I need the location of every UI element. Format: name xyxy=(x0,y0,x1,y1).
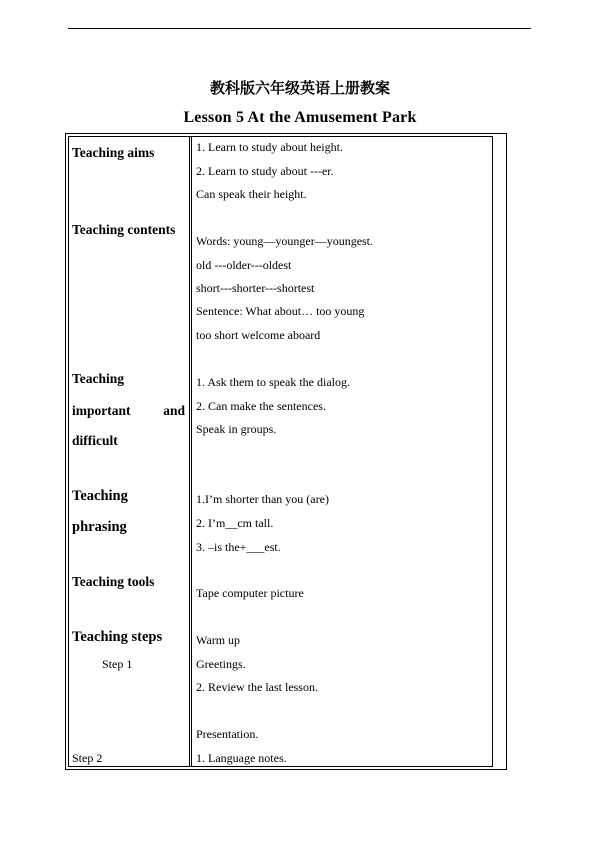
label-step-1: Step 1 xyxy=(102,657,133,671)
phrasing-line-1: 1.I’m shorter than you (are) xyxy=(196,492,329,506)
lesson-title: Lesson 5 At the Amusement Park xyxy=(183,109,417,126)
label-teaching-important-line1: Teaching xyxy=(72,371,125,386)
label-important-word: important xyxy=(72,403,131,418)
label-teaching-contents: Teaching contents xyxy=(72,222,176,237)
tools-line: Tape computer picture xyxy=(196,586,304,600)
contents-line-3: short---shorter---shortest xyxy=(196,281,315,295)
steps-line-3: 2. Review the last lesson. xyxy=(196,680,318,694)
aims-line-2: 2. Learn to study about ---er. xyxy=(196,164,334,178)
label-teaching-aims: Teaching aims xyxy=(72,145,155,160)
column-divider xyxy=(189,136,190,767)
aims-line-1: 1. Learn to study about height. xyxy=(196,140,343,154)
label-teaching-steps: Teaching steps xyxy=(72,629,163,645)
header-rule xyxy=(68,28,531,29)
label-step-2: Step 2 xyxy=(72,751,103,765)
important-line-2: 2. Can make the sentences. xyxy=(196,399,326,413)
contents-line-4: Sentence: What about… too young xyxy=(196,304,365,318)
aims-line-3: Can speak their height. xyxy=(196,187,307,201)
label-teaching-phrasing-line2: phrasing xyxy=(72,519,127,535)
label-teaching-important-line3: difficult xyxy=(72,433,118,448)
label-teaching-tools: Teaching tools xyxy=(72,574,155,589)
column-divider-double xyxy=(191,136,192,767)
steps-line-2: Greetings. xyxy=(196,657,246,671)
label-teaching-important-line2 xyxy=(72,403,185,419)
steps-line-1: Warm up xyxy=(196,633,241,647)
important-line-3: Speak in groups. xyxy=(196,422,277,436)
contents-line-1: Words: young—younger—youngest. xyxy=(196,234,374,248)
document-title-chinese: 教科版六年级英语上册教案 xyxy=(209,79,390,97)
important-line-1: 1. Ask them to speak the dialog. xyxy=(196,375,350,389)
label-and-word: and xyxy=(163,403,185,418)
contents-line-5: too short welcome aboard xyxy=(196,328,321,342)
phrasing-line-2: 2. I’m__cm tall. xyxy=(196,516,274,530)
label-teaching-phrasing-line1: Teaching xyxy=(72,488,128,504)
phrasing-line-3: 3. –is the+___est. xyxy=(196,540,281,554)
steps-line-4: Presentation. xyxy=(196,727,259,741)
contents-line-2: old ---older---oldest xyxy=(196,258,292,272)
steps-line-5: 1. Language notes. xyxy=(196,751,287,765)
